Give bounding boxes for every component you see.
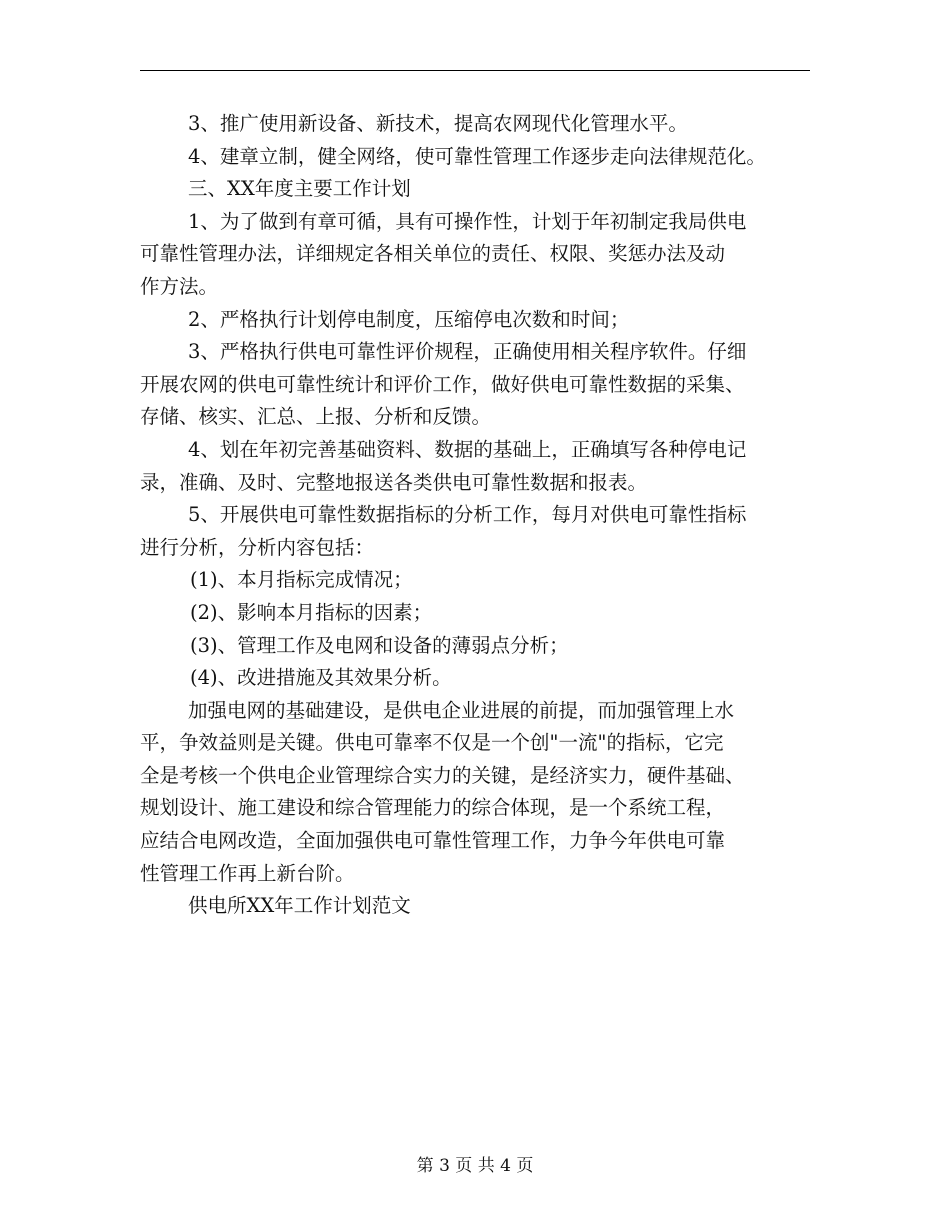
document-line: 规划设计、施工建设和综合管理能力的综合体现，是一个系统工程， — [140, 796, 726, 820]
document-line: 加强电网的基础建设，是供电企业进展的前提，而加强管理上水 — [188, 698, 735, 722]
document-line: 性管理工作再上新台阶。 — [140, 861, 355, 885]
document-line: 4、建章立制，健全网络，使可靠性管理工作逐步走向法律规范化。 — [188, 144, 766, 168]
document-line: (4)、改进措施及其效果分析。 — [190, 666, 452, 690]
document-body — [140, 108, 812, 923]
document-line: (3)、管理工作及电网和设备的薄弱点分析； — [190, 633, 569, 657]
document-line: 作方法。 — [140, 274, 219, 298]
document-line: 三、XX年度主要工作计划 — [188, 177, 411, 201]
document-line: 存储、核实、汇总、上报、分析和反馈。 — [140, 405, 492, 429]
document-line: (1)、本月指标完成情况； — [190, 568, 413, 592]
document-line: 供电所XX年工作计划范文 — [188, 894, 411, 918]
document-line: 录，准确、及时、完整地报送各类供电可靠性数据和报表。 — [140, 470, 648, 494]
header-rule — [140, 70, 810, 71]
document-line: 全是考核一个供电企业管理综合实力的关键，是经济实力，硬件基础、 — [140, 763, 745, 787]
document-line: 3、严格执行供电可靠性评价规程，正确使用相关程序软件。仔细 — [188, 340, 747, 364]
document-line: 开展农网的供电可靠性统计和评价工作，做好供电可靠性数据的采集、 — [140, 372, 745, 396]
document-line: 3、推广使用新设备、新技术，提高农网现代化管理水平。 — [188, 112, 688, 135]
document-line: 4、划在年初完善基础资料、数据的基础上，正确填写各种停电记 — [188, 437, 747, 461]
document-line: 5、开展供电可靠性数据指标的分析工作，每月对供电可靠性指标 — [188, 503, 747, 527]
document-line: 2、严格执行计划停电制度，压缩停电次数和时间； — [188, 307, 630, 331]
document-line: 进行分析，分析内容包括： — [140, 535, 375, 559]
page-footer: 第 3 页 共 4 页 — [416, 1156, 534, 1176]
document-line: (2)、影响本月指标的因素； — [190, 600, 433, 624]
document-line: 1、为了做到有章可循，具有可操作性，计划于年初制定我局供电 — [188, 209, 747, 233]
document-line: 可靠性管理办法，详细规定各相关单位的责任、权限、奖惩办法及动 — [140, 242, 726, 266]
document-line: 应结合电网改造，全面加强供电可靠性管理工作，力争今年供电可靠 — [140, 829, 726, 853]
document-line: 平，争效益则是关键。供电可靠率不仅是一个创"一流"的指标，它完 — [140, 731, 724, 755]
